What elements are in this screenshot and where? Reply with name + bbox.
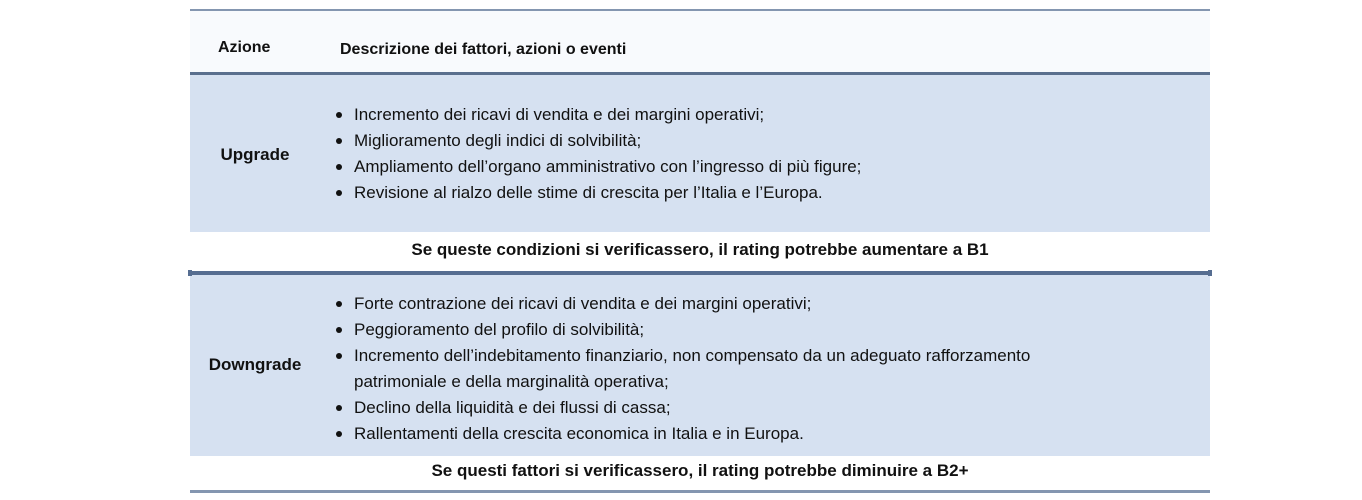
list-item: Declino della liquidità e dei flussi di cassa; <box>334 395 1194 421</box>
table-top-rule <box>190 9 1210 11</box>
list-item: Forte contrazione dei ricavi di vendita e dei margini operativi; <box>334 291 1194 317</box>
header-action: Azione <box>218 39 271 56</box>
list-item: Miglioramento degli indici di solvibilità; <box>334 128 1194 154</box>
list-item: Peggioramento del profilo di solvibilità; <box>334 317 1194 343</box>
header-description: Descrizione dei fattori, azioni o eventi <box>340 41 627 58</box>
downgrade-label: Downgrade <box>208 355 302 374</box>
list-item: Incremento dell’indebitamento finanziario, non compensato da un adeguato rafforzamento <box>334 343 1194 369</box>
list-item: Revisione al rialzo delle stime di crescita per l’Italia e l’Europa. <box>334 180 1194 206</box>
upgrade-note: Se queste condizioni si verificassero, il rating potrebbe aumentare a B1 <box>411 240 989 259</box>
upgrade-label: Upgrade <box>220 145 290 164</box>
rating-factors-table <box>190 9 1210 493</box>
list-item: Rallentamenti della crescita economica in Italia e in Europa. <box>334 421 1194 447</box>
upgrade-factors-list <box>334 102 1194 206</box>
list-item-continuation: patrimoniale e della marginalità operativa; <box>354 372 669 391</box>
table-bottom-rule <box>190 490 1210 493</box>
downgrade-factors-list <box>334 291 1194 447</box>
downgrade-note: Se questi fattori si verificassero, il rating potrebbe diminuire a B2+ <box>431 461 969 480</box>
list-item: Ampliamento dell’organo amministrativo con l’ingresso di più figure; <box>334 154 1194 180</box>
list-item: Incremento dei ricavi di vendita e dei margini operativi; <box>334 102 1194 128</box>
section-divider <box>190 271 1210 275</box>
header-divider <box>190 72 1210 75</box>
